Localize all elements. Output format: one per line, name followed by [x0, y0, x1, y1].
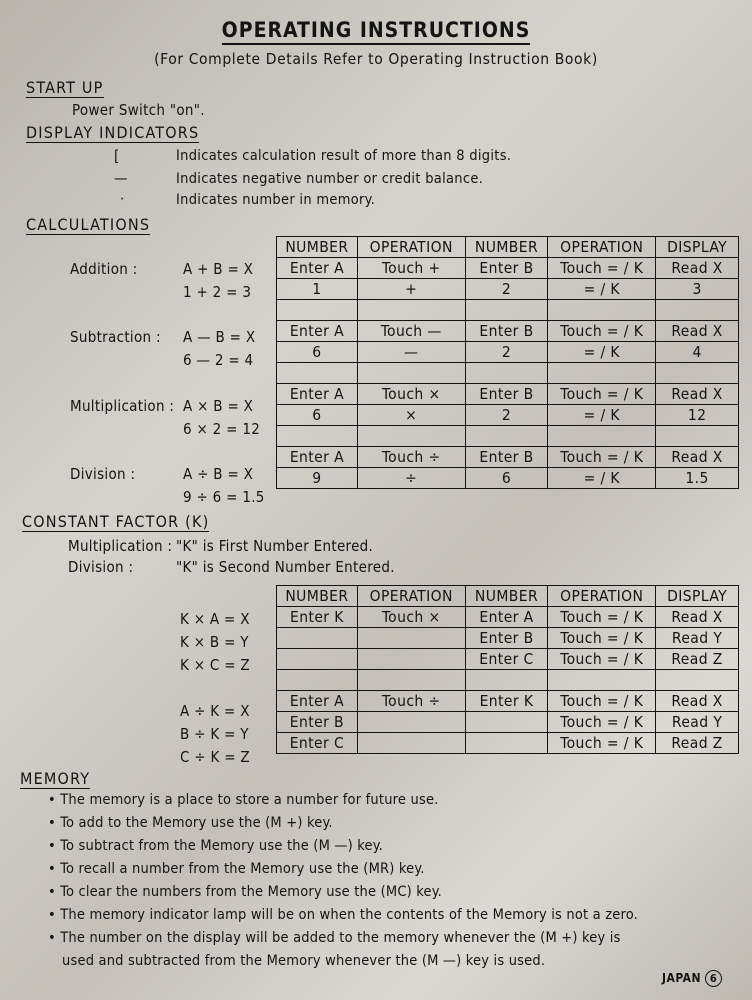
- table-cell: [357, 426, 465, 447]
- constant-factor-table: [276, 585, 739, 754]
- table-cell: [656, 426, 739, 447]
- table-cell: —: [357, 342, 465, 363]
- table-row: [277, 279, 739, 300]
- table-row: [277, 628, 739, 649]
- table-row: [277, 733, 739, 754]
- table-cell: [465, 300, 548, 321]
- table-cell: Enter A: [277, 258, 358, 279]
- table-cell: 12: [656, 405, 739, 426]
- table-header-row: [277, 586, 739, 607]
- table-row: [277, 712, 739, 733]
- overflow-indicator-text: Indicates calculation result of more than 8 digits.: [176, 148, 512, 164]
- table-cell: 2: [465, 342, 548, 363]
- table-cell: 6: [465, 468, 548, 489]
- table-cell: [357, 670, 465, 691]
- table-cell: Read Z: [656, 649, 739, 670]
- table-cell: Enter B: [465, 384, 548, 405]
- header-cell: OPERATION: [357, 586, 465, 607]
- table-cell: Touch = / K: [548, 258, 656, 279]
- table-cell: Read X: [656, 447, 739, 468]
- multiplication-label: Multiplication :: [70, 397, 175, 415]
- division-example: 9 ÷ 6 = 1.5: [183, 488, 265, 506]
- table-cell: [357, 363, 465, 384]
- table-cell: [277, 300, 358, 321]
- table-row: [277, 363, 739, 384]
- table-row: [277, 691, 739, 712]
- table-cell: [357, 628, 465, 649]
- table-row: [277, 321, 739, 342]
- header-cell: NUMBER: [465, 237, 548, 258]
- table-cell: [277, 628, 358, 649]
- memory-heading: MEMORY: [20, 769, 91, 788]
- table-row: [277, 468, 739, 489]
- header-cell: OPERATION: [548, 586, 656, 607]
- negative-indicator-symbol: —: [114, 169, 128, 187]
- table-cell: 1: [277, 279, 358, 300]
- table-cell: Touch ×: [357, 384, 465, 405]
- table-cell: Touch ×: [357, 607, 465, 628]
- table-row: [277, 426, 739, 447]
- subtraction-label: Subtraction :: [70, 328, 161, 346]
- table-cell: [465, 712, 548, 733]
- memory-bullet: • The memory is a place to store a number for future use.: [48, 792, 439, 808]
- constant-formula: K × A = X: [180, 610, 250, 628]
- table-cell: = / K: [548, 342, 656, 363]
- table-cell: = / K: [548, 279, 656, 300]
- memory-bullet: • To add to the Memory use the (M +) key.: [48, 815, 333, 831]
- start-up-heading: START UP: [26, 78, 104, 97]
- addition-example: 1 + 2 = 3: [183, 283, 252, 301]
- table-cell: 2: [465, 279, 548, 300]
- constant-mult-note: "K" is First Number Entered.: [176, 537, 374, 555]
- table-cell: Read Z: [656, 733, 739, 754]
- constant-div-note: "K" is Second Number Entered.: [176, 558, 395, 576]
- table-cell: Touch = / K: [548, 321, 656, 342]
- table-cell: Enter B: [277, 712, 358, 733]
- table-row: [277, 607, 739, 628]
- table-cell: 4: [656, 342, 739, 363]
- table-cell: Enter K: [465, 691, 548, 712]
- calculations-table: [276, 236, 739, 489]
- table-cell: ×: [357, 405, 465, 426]
- table-cell: [465, 733, 548, 754]
- table-cell: [357, 649, 465, 670]
- table-cell: [548, 300, 656, 321]
- table-cell: [357, 712, 465, 733]
- header-cell: NUMBER: [277, 237, 358, 258]
- header-cell: OPERATION: [548, 237, 656, 258]
- table-cell: Enter B: [465, 258, 548, 279]
- memory-bullet: • The number on the display will be added to the memory whenever the (M +) key is: [48, 930, 621, 946]
- multiplication-example: 6 × 2 = 12: [183, 420, 261, 438]
- table-row: [277, 670, 739, 691]
- table-cell: Touch ÷: [357, 447, 465, 468]
- table-cell: Read Y: [656, 712, 739, 733]
- table-cell: = / K: [548, 468, 656, 489]
- table-row: [277, 384, 739, 405]
- table-cell: Read X: [656, 384, 739, 405]
- table-cell: ÷: [357, 468, 465, 489]
- table-row: [277, 447, 739, 468]
- memory-bullet: • To clear the numbers from the Memory use the (MC) key.: [48, 884, 442, 900]
- constant-factor-heading: CONSTANT FACTOR (K): [22, 512, 210, 531]
- table-cell: [357, 733, 465, 754]
- constant-formula: K × C = Z: [180, 656, 250, 674]
- constant-formula: K × B = Y: [180, 633, 249, 651]
- table-cell: [277, 649, 358, 670]
- footer-label: JAPAN 6: [662, 970, 722, 987]
- table-cell: Enter K: [277, 607, 358, 628]
- header-cell: OPERATION: [357, 237, 465, 258]
- table-cell: Enter C: [277, 733, 358, 754]
- table-row: [277, 405, 739, 426]
- page-number-badge: 6: [705, 970, 722, 987]
- table-cell: Enter A: [277, 321, 358, 342]
- table-cell: Enter A: [277, 447, 358, 468]
- constant-mult-label: Multiplication :: [68, 537, 173, 555]
- table-cell: Touch +: [357, 258, 465, 279]
- table-cell: [277, 670, 358, 691]
- constant-div-label: Division :: [68, 558, 134, 576]
- table-cell: 1.5: [656, 468, 739, 489]
- addition-label: Addition :: [70, 260, 138, 278]
- table-header-row: [277, 237, 739, 258]
- table-cell: 3: [656, 279, 739, 300]
- table-cell: Enter B: [465, 628, 548, 649]
- header-cell: DISPLAY: [656, 237, 739, 258]
- table-cell: 6: [277, 342, 358, 363]
- division-formula: A ÷ B = X: [183, 465, 254, 483]
- table-cell: Touch = / K: [548, 607, 656, 628]
- table-cell: +: [357, 279, 465, 300]
- calculations-heading: CALCULATIONS: [26, 215, 151, 234]
- table-cell: 6: [277, 405, 358, 426]
- page-subtitle: (For Complete Details Refer to Operating Instruction Book): [154, 50, 598, 68]
- constant-formula: A ÷ K = X: [180, 702, 250, 720]
- table-cell: Read X: [656, 691, 739, 712]
- table-cell: Touch = / K: [548, 384, 656, 405]
- table-row: [277, 300, 739, 321]
- table-cell: Touch = / K: [548, 628, 656, 649]
- memory-bullet: • To subtract from the Memory use the (M —) key.: [48, 838, 383, 854]
- memory-indicator-symbol: ·: [120, 190, 125, 208]
- table-cell: [656, 670, 739, 691]
- table-cell: Touch = / K: [548, 712, 656, 733]
- table-cell: [357, 300, 465, 321]
- table-row: [277, 258, 739, 279]
- constant-formula: B ÷ K = Y: [180, 725, 249, 743]
- table-cell: 9: [277, 468, 358, 489]
- table-cell: Read X: [656, 258, 739, 279]
- table-cell: Enter A: [465, 607, 548, 628]
- table-cell: Read X: [656, 607, 739, 628]
- table-cell: Enter B: [465, 447, 548, 468]
- table-cell: Enter A: [277, 691, 358, 712]
- negative-indicator-text: Indicates negative number or credit balance.: [176, 171, 484, 187]
- memory-indicator-text: Indicates number in memory.: [176, 192, 376, 208]
- header-cell: NUMBER: [465, 586, 548, 607]
- table-cell: Enter A: [277, 384, 358, 405]
- memory-bullet: • To recall a number from the Memory use the (MR) key.: [48, 861, 425, 877]
- table-cell: [656, 300, 739, 321]
- table-cell: Touch = / K: [548, 447, 656, 468]
- table-cell: [277, 426, 358, 447]
- table-cell: [465, 670, 548, 691]
- table-cell: Read Y: [656, 628, 739, 649]
- subtraction-example: 6 — 2 = 4: [183, 351, 254, 369]
- table-cell: Touch ÷: [357, 691, 465, 712]
- table-cell: [656, 363, 739, 384]
- memory-bullet: • The memory indicator lamp will be on when the contents of the Memory is not a zero.: [48, 907, 638, 923]
- table-cell: [548, 363, 656, 384]
- table-cell: Touch —: [357, 321, 465, 342]
- table-cell: [277, 363, 358, 384]
- table-cell: 2: [465, 405, 548, 426]
- memory-bullet-continued: used and subtracted from the Memory whenever the (M —) key is used.: [62, 953, 546, 969]
- table-cell: Touch = / K: [548, 733, 656, 754]
- table-cell: Enter C: [465, 649, 548, 670]
- table-cell: [465, 363, 548, 384]
- table-cell: Touch = / K: [548, 649, 656, 670]
- overflow-indicator-symbol: [: [114, 147, 120, 165]
- table-cell: Touch = / K: [548, 691, 656, 712]
- table-cell: = / K: [548, 405, 656, 426]
- constant-formula: C ÷ K = Z: [180, 748, 250, 766]
- division-label: Division :: [70, 465, 136, 483]
- table-row: [277, 649, 739, 670]
- table-cell: [465, 426, 548, 447]
- header-cell: DISPLAY: [656, 586, 739, 607]
- start-up-text: Power Switch "on".: [72, 101, 205, 119]
- table-cell: [548, 426, 656, 447]
- table-cell: Enter B: [465, 321, 548, 342]
- addition-formula: A + B = X: [183, 260, 254, 278]
- subtraction-formula: A — B = X: [183, 328, 256, 346]
- page-title: OPERATING INSTRUCTIONS: [0, 18, 752, 42]
- display-indicators-heading: DISPLAY INDICATORS: [26, 123, 200, 142]
- table-row: [277, 342, 739, 363]
- multiplication-formula: A × B = X: [183, 397, 254, 415]
- header-cell: NUMBER: [277, 586, 358, 607]
- table-cell: Read X: [656, 321, 739, 342]
- table-cell: [548, 670, 656, 691]
